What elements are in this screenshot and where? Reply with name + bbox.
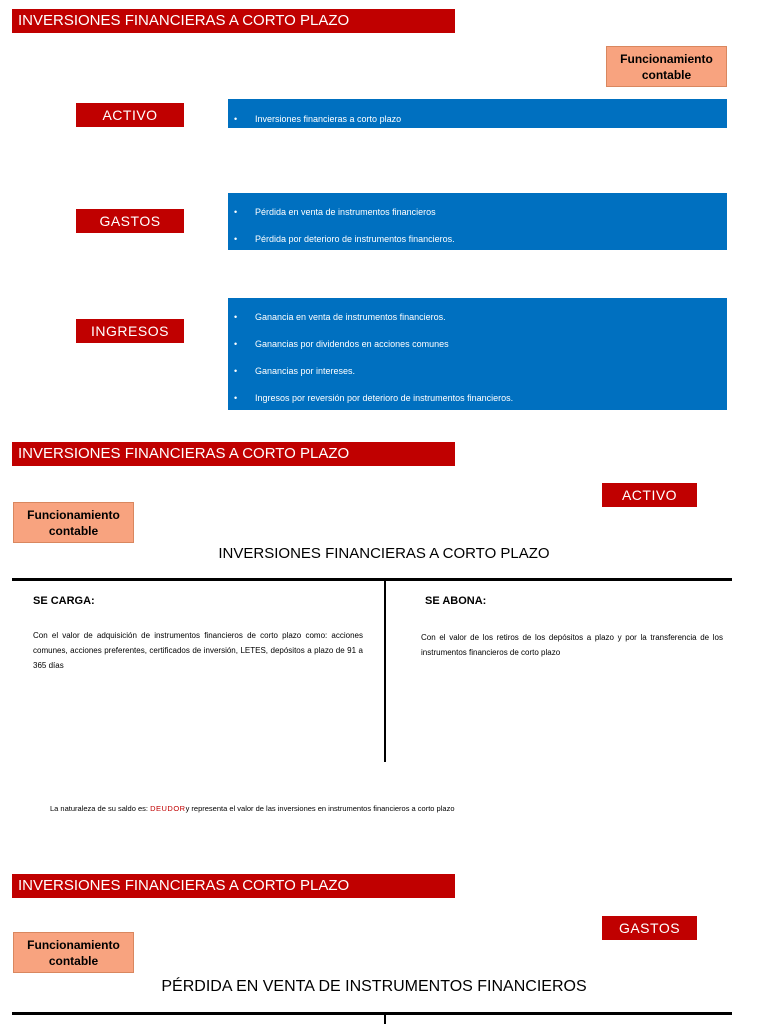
saldo-deudor: DEUDOR: [150, 804, 186, 813]
list-item-text: Ganancias por dividendos en acciones comunes: [255, 339, 449, 349]
slide2-title-bar: [12, 442, 455, 466]
slide2-funcionamiento-label: Funcionamiento contable: [27, 507, 120, 538]
slide3-funcionamiento-label: Funcionamiento contable: [27, 937, 120, 968]
slide1-funcionamiento-button[interactable]: [606, 46, 727, 87]
t-account-top-line: [12, 578, 732, 581]
list-item-text: Inversiones financieras a corto plazo: [255, 114, 402, 124]
list-item-text: Pérdida por deterioro de instrumentos financieros.: [255, 234, 455, 244]
gastos-label-text: GASTOS: [99, 213, 161, 229]
activo-label: [76, 103, 184, 127]
list-item-text: Ganancia en venta de instrumentos financieros.: [255, 312, 446, 322]
slide1-funcionamiento-label: Funcionamiento contable: [620, 51, 713, 82]
slide2-account-title: [0, 545, 768, 562]
slide3-t-account-divider: [384, 1014, 386, 1024]
bullet-icon: •: [234, 312, 238, 322]
list-item-text: Ingresos por reversión por deterioro de instrumentos financieros.: [255, 393, 514, 403]
bullet-icon: •: [234, 339, 238, 349]
slide1-title: INVERSIONES FINANCIERAS A CORTO PLAZO: [18, 12, 350, 29]
bullet-icon: •: [234, 114, 238, 124]
se-abona-heading: [425, 595, 486, 607]
bullet-icon: •: [234, 207, 238, 217]
bullet-icon: •: [234, 234, 238, 244]
ingresos-label-text: INGRESOS: [91, 323, 169, 339]
list-item-text: Pérdida en venta de instrumentos financieros: [255, 207, 436, 217]
slide3-funcionamiento-button[interactable]: [13, 932, 134, 973]
ingresos-label: [76, 319, 184, 343]
slide3-title-bar: [12, 874, 455, 898]
activo-box: [228, 99, 727, 128]
se-abona-heading-text: SE ABONA:: [425, 595, 487, 607]
se-carga-heading-text: SE CARGA:: [33, 595, 95, 607]
slide1-title-bar: [12, 9, 455, 33]
se-carga-heading: [33, 595, 95, 607]
slide2-activo-tag-text: ACTIVO: [621, 487, 678, 503]
t-account-divider: [384, 580, 386, 762]
saldo-note-prefix: La naturaleza de su saldo es:: [50, 804, 148, 813]
activo-label-text: ACTIVO: [102, 107, 158, 123]
slide3-gastos-tag-text: GASTOS: [618, 920, 681, 936]
ingresos-box: [228, 298, 727, 410]
bullet-icon: •: [234, 366, 238, 376]
slide2-account-title-text: INVERSIONES FINANCIERAS A CORTO PLAZO: [218, 545, 550, 562]
gastos-label: [76, 209, 184, 233]
slide2-funcionamiento-button[interactable]: [13, 502, 134, 543]
se-carga-text: Con el valor de adquisición de instrumentos financieros de corto plazo como: acciones comunes, acciones preferentes, certificados de inversión, LETES, depósitos a plazo de 91 a 365 días: [33, 631, 363, 670]
saldo-note: [50, 804, 454, 813]
slide2-title: INVERSIONES FINANCIERAS A CORTO PLAZO: [18, 445, 350, 462]
slide3-account-title: [0, 978, 748, 996]
slide3-t-account-top-line: [12, 1012, 732, 1015]
list-item-text: Ganancias por intereses.: [255, 366, 356, 376]
saldo-note-suffix: y representa el valor de las inversiones en instrumentos financieros a corto plazo: [185, 804, 455, 813]
slide3-gastos-tag: [602, 916, 697, 940]
bullet-icon: •: [234, 393, 238, 403]
slide3-title: INVERSIONES FINANCIERAS A CORTO PLAZO: [18, 877, 350, 894]
slide3-account-title-text: PÉRDIDA EN VENTA DE INSTRUMENTOS FINANCIEROS: [161, 978, 587, 995]
gastos-box: [228, 193, 727, 250]
slide2-activo-tag: [602, 483, 697, 507]
se-abona-text: Con el valor de los retiros de los depósitos a plazo y por la transferencia de los instrumentos financieros de corto plazo: [421, 633, 723, 657]
